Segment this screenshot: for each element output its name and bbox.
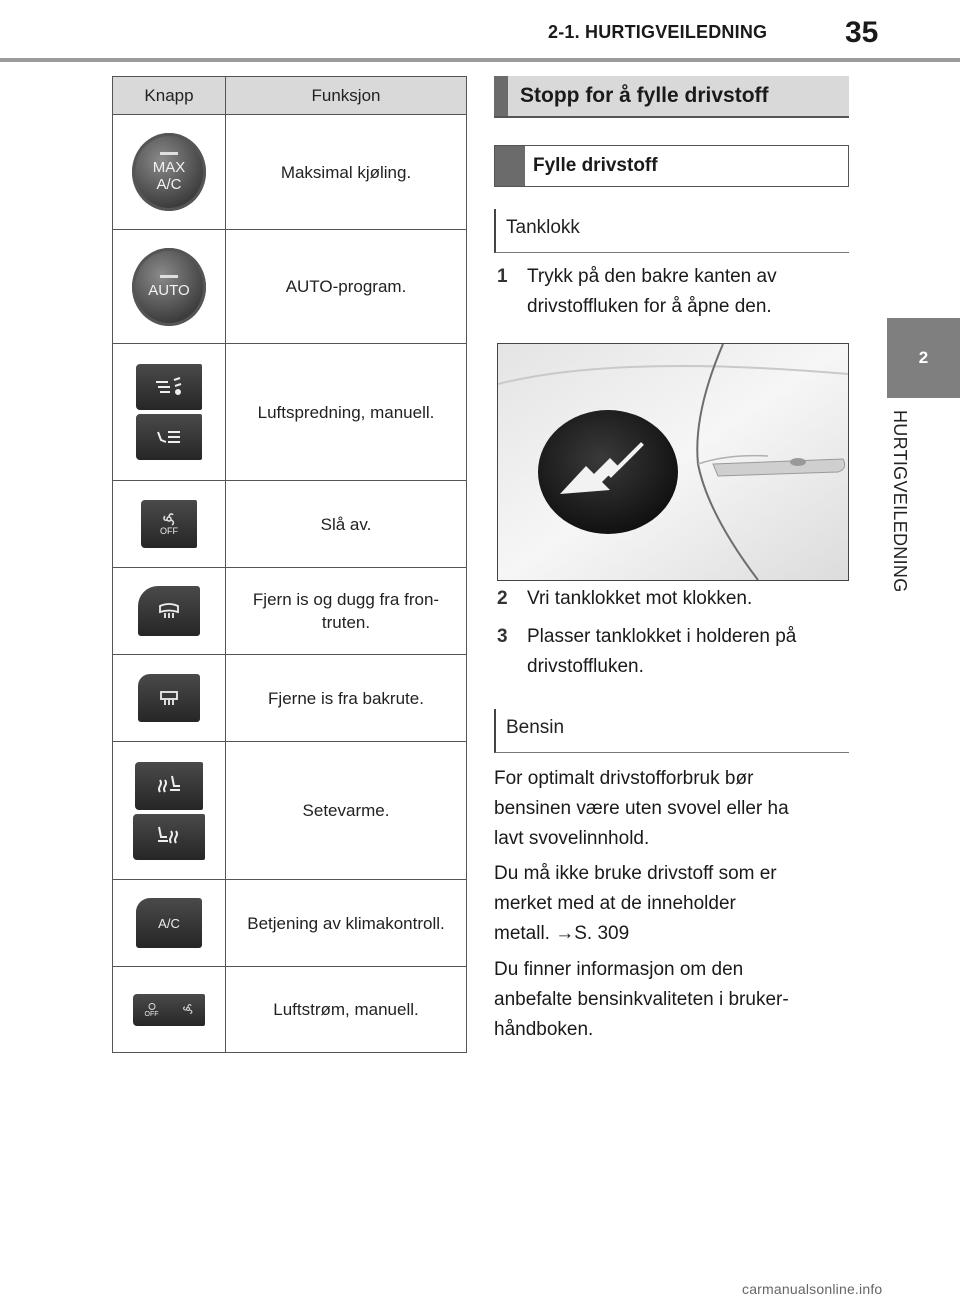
fan-off-button-icon: OFF [141, 500, 197, 548]
table-row [113, 115, 467, 230]
chapter-side-title [880, 410, 940, 620]
col-header-button: Knapp [113, 77, 226, 115]
chapter-title: HURTIGVEILEDNING [890, 410, 910, 593]
table-row [113, 568, 467, 655]
paragraph-fuel-quality: Du finner informasjon om den anbefalte bensinkvaliteten i bruker- håndboken. [494, 959, 789, 1040]
main-heading: Stopp for å fylle drivstoff [494, 76, 849, 118]
sub-heading: Fylle drivstoff [494, 145, 849, 187]
air-distribution-buttons-icon [113, 364, 225, 460]
function-text: Slå av. [226, 481, 467, 568]
table-row [113, 880, 467, 967]
function-text: Fjerne is fra bakrute. [226, 655, 467, 742]
seat-heating-buttons-icon [113, 762, 225, 860]
function-text: Fjern is og dugg fra fron- truten. [226, 568, 467, 655]
paragraph-fuel-metal: Du må ikke bruke drivstoff som er merket med at de inneholder metall. →S. 309 [494, 863, 777, 944]
ac-button-icon: A/C [136, 898, 202, 948]
air-upper-icon [136, 364, 202, 410]
chapter-tab [887, 318, 960, 398]
table-row [113, 344, 467, 481]
rear-defrost-button-icon [138, 674, 200, 722]
chapter-number: 2 [918, 348, 929, 367]
paragraph-fuel-sulfur: For optimalt drivstofforbruk bør bensinen være uten svovel eller ha lavt svovelinnhold. [494, 768, 789, 849]
function-text: AUTO-program. [226, 230, 467, 344]
fuel-flap-photo [497, 343, 849, 581]
table-row [113, 655, 467, 742]
watermark[interactable]: carmanualsonline.info [742, 1281, 883, 1297]
max-ac-button-icon: MAX A/C [132, 133, 206, 211]
step-1: 1 Trykk på den bakre kanten av drivstoffluken for å åpne den. [497, 266, 777, 317]
table-row [113, 230, 467, 344]
bensin-heading: Bensin [494, 709, 849, 753]
button-function-table [112, 76, 467, 1053]
air-lower-icon [136, 414, 202, 460]
function-text: Luftstrøm, manuell. [226, 967, 467, 1053]
section-title: 2-1. HURTIGVEILEDNING [548, 22, 768, 42]
header-divider [0, 58, 960, 62]
step-3: 3 Plasser tanklokket i holderen på drivstoffluken. [497, 626, 797, 677]
auto-button-icon: AUTO [132, 248, 206, 326]
table-row [113, 967, 467, 1053]
windshield-defrost-button-icon [138, 586, 200, 636]
table-row [113, 742, 467, 880]
function-text: Betjening av klimakontroll. [226, 880, 467, 967]
function-text: Setevarme. [226, 742, 467, 880]
function-text: Maksimal kjøling. [226, 115, 467, 230]
table-header-row [113, 77, 467, 115]
airflow-buttons-icon [133, 994, 205, 1026]
function-text: Luftspredning, manuell. [226, 344, 467, 481]
col-header-function: Funksjon [226, 77, 467, 115]
seat-heating-upper-icon [135, 762, 203, 810]
table-row [113, 481, 467, 568]
fan-small-icon [182, 1003, 194, 1017]
tanklokk-heading: Tanklokk [494, 209, 849, 253]
page-number: 35 [845, 16, 879, 49]
fan-off-small-icon: OFF [145, 1002, 159, 1018]
seat-heating-lower-icon [133, 814, 205, 860]
step-2: 2 Vri tanklokket mot klokken. [497, 588, 753, 609]
